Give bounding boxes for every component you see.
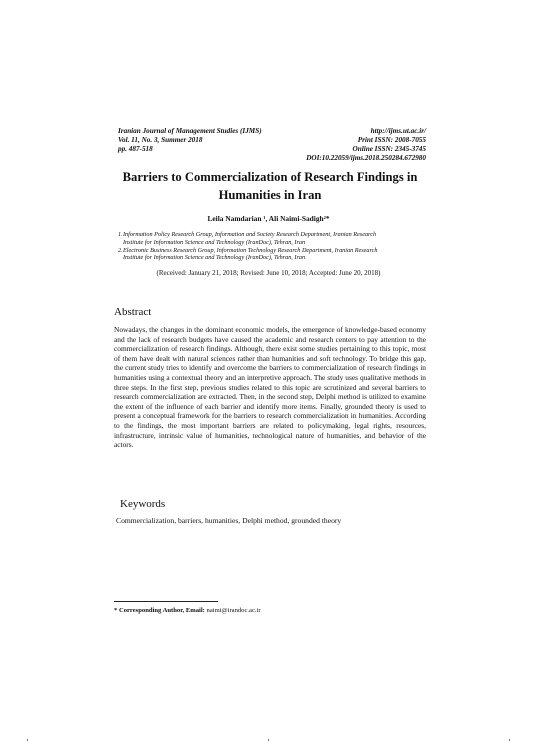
corresponding-author-footnote [114,607,261,614]
paper-title: Barriers to Commercialization of Research Findings in Humanities in Iran [122,170,418,202]
affiliation-2 [118,247,426,263]
affiliation-line: Institute for Information Science and Technology (IranDoc), Tehran, Iran [123,254,306,262]
keywords-heading: Keywords [120,498,166,510]
journal-volume: Vol. 11, No. 3, Summer 2018 [118,136,203,144]
footnote-divider [114,601,218,602]
print-issn: Print ISSN: 2008-7055 [357,136,426,144]
journal-pages: pp. 487-518 [118,145,153,153]
doi: DOI:10.22059/ijms.2018.250284.672980 [306,154,426,162]
footnote-label: * Corresponding Author, Email: [114,607,205,614]
abstract-text: Nowadays, the changes in the dominant economic models, the emergence of knowledge-based economy and the lack of research budgets have caused the academic and research centers to pay attention to the commercialization of research findings. Although, there exist some studies pertaining to this topic, most of them have dealt with natural sciences rather than humanities and soft technology. To bridge this gap, the current study tries to identify and overcome the barriers to commercialization of research findings in humanities using a contextual theory and an interpretive approach. The study uses qualitative methods in three steps. In the first step, previous studies related to this topic are scrutinized and several barriers to research commercialization are extracted. Then, in the second step, Delphi method is utilized to examine the extent of the influence of each barrier and identify more items. Finally, grounded theory is used to present a conceptual framework for the barriers to research commercialization in humanities. According to the findings, the most important barriers are related to policymaking, legal rights, resources, infrastructure, intrinsic value of humanities, technological nature of humanities, and behavior of the actors. [114,325,426,450]
abstract-heading: Abstract [114,306,152,318]
affiliation-line: Electronic Business Research Group, Information Technology Research Department, Iranian Research [123,246,378,254]
affiliation-line: Information Policy Research Group, Information and Society Research Department, Iranian Research [123,231,377,238]
affiliation-number: 1. [118,231,123,238]
authors: Leila Namdarian ¹, Ali Naimi-Sadigh²* [207,214,330,223]
received-dates: (Received: January 21, 2018; Revised: June 10, 2018; Accepted: June 20, 2018) [156,269,381,277]
footnote-email[interactable]: naimi@irandoc.ac.ir [206,607,261,614]
keywords-text: Commercialization, barriers, humanities, Delphi method, grounded theory [116,516,342,525]
journal-header-left [118,127,262,154]
affiliation-number: 2. [118,246,123,254]
online-issn: Online ISSN: 2345-3745 [352,145,426,153]
affiliation-line: Institute for Information Science and Technology (IranDoc), Tehran, Iran [123,238,306,246]
affiliations [118,231,426,262]
affiliation-1 [118,231,426,247]
journal-url[interactable]: http://ijms.ut.ac.ir/ [370,127,426,135]
journal-name: Iranian Journal of Management Studies (IJMS) [118,127,262,135]
journal-header-right [306,127,426,163]
